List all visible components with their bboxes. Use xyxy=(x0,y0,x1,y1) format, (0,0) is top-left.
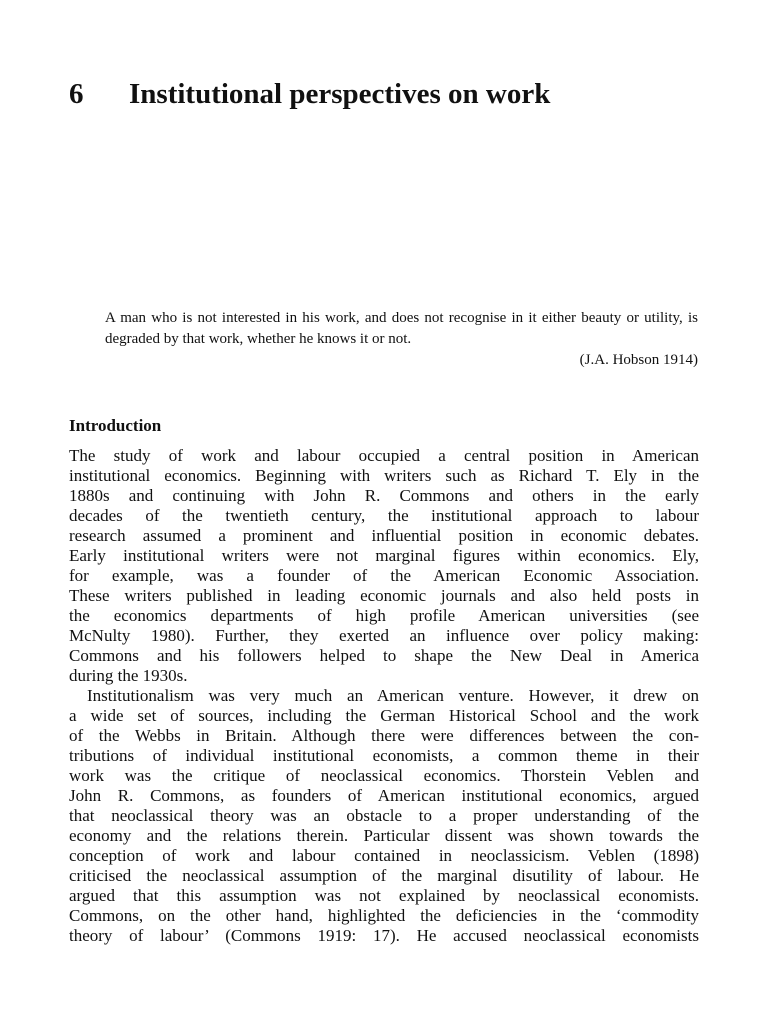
body-line: tributions of individual institutional economists, a common theme in their xyxy=(69,746,699,765)
body-line: Early institutional writers were not marginal figures within economics. Ely, xyxy=(69,546,699,565)
body-line: The study of work and labour occupied a central position in American xyxy=(69,446,699,465)
body-line: for example, was a founder of the American Economic Association. xyxy=(69,566,699,585)
body-text xyxy=(69,446,699,946)
body-line: criticised the neoclassical assumption of the marginal disutility of labour. He xyxy=(69,866,699,885)
body-line: 1880s and continuing with John R. Commons and others in the early xyxy=(69,486,699,505)
epigraph xyxy=(105,308,698,371)
chapter-title: Institutional perspectives on work xyxy=(129,78,551,110)
body-line: Commons and his followers helped to shape the New Deal in America xyxy=(69,646,699,665)
body-line: the economics departments of high profile American universities (see xyxy=(69,606,699,625)
body-line: John R. Commons, as founders of American institutional economics, argued xyxy=(69,786,699,805)
body-line: decades of the twentieth century, the institutional approach to labour xyxy=(69,506,699,525)
body-line: during the 1930s. xyxy=(69,666,188,685)
body-line: argued that this assumption was not explained by neoclassical economists. xyxy=(69,886,699,905)
body-line: conception of work and labour contained in neoclassicism. Veblen (1898) xyxy=(69,846,699,865)
body-line: that neoclassical theory was an obstacle to a proper understanding of the xyxy=(69,806,699,825)
section-heading: Introduction xyxy=(69,416,162,435)
body-line: McNulty 1980). Further, they exerted an influence over policy making: xyxy=(69,626,699,645)
body-line: economy and the relations therein. Particular dissent was shown towards the xyxy=(69,826,699,845)
body-line: research assumed a prominent and influential position in economic debates. xyxy=(69,526,699,545)
epigraph-quote: A man who is not interested in his work, and does not recognise in it either beauty or utility, is degraded by that work, whether he knows it or not. xyxy=(105,310,698,347)
body-line: of the Webbs in Britain. Although there were differences between the con- xyxy=(69,726,699,745)
body-line: a wide set of sources, including the German Historical School and the work xyxy=(69,706,699,725)
body-line: theory of labour’ (Commons 1919: 17). He accused neoclassical economists xyxy=(69,926,699,945)
chapter-number: 6 xyxy=(69,78,84,110)
body-line: Commons, on the other hand, highlighted the deficiencies in the ‘commodity xyxy=(69,906,699,925)
body-line: institutional economics. Beginning with writers such as Richard T. Ely in the xyxy=(69,466,699,485)
body-line: Institutionalism was very much an American venture. However, it drew on xyxy=(87,686,699,705)
body-line: work was the critique of neoclassical economics. Thorstein Veblen and xyxy=(69,766,699,785)
chapter-heading xyxy=(69,74,550,114)
body-line: These writers published in leading economic journals and also held posts in xyxy=(69,586,699,605)
epigraph-attribution: (J.A. Hobson 1914) xyxy=(579,352,698,368)
